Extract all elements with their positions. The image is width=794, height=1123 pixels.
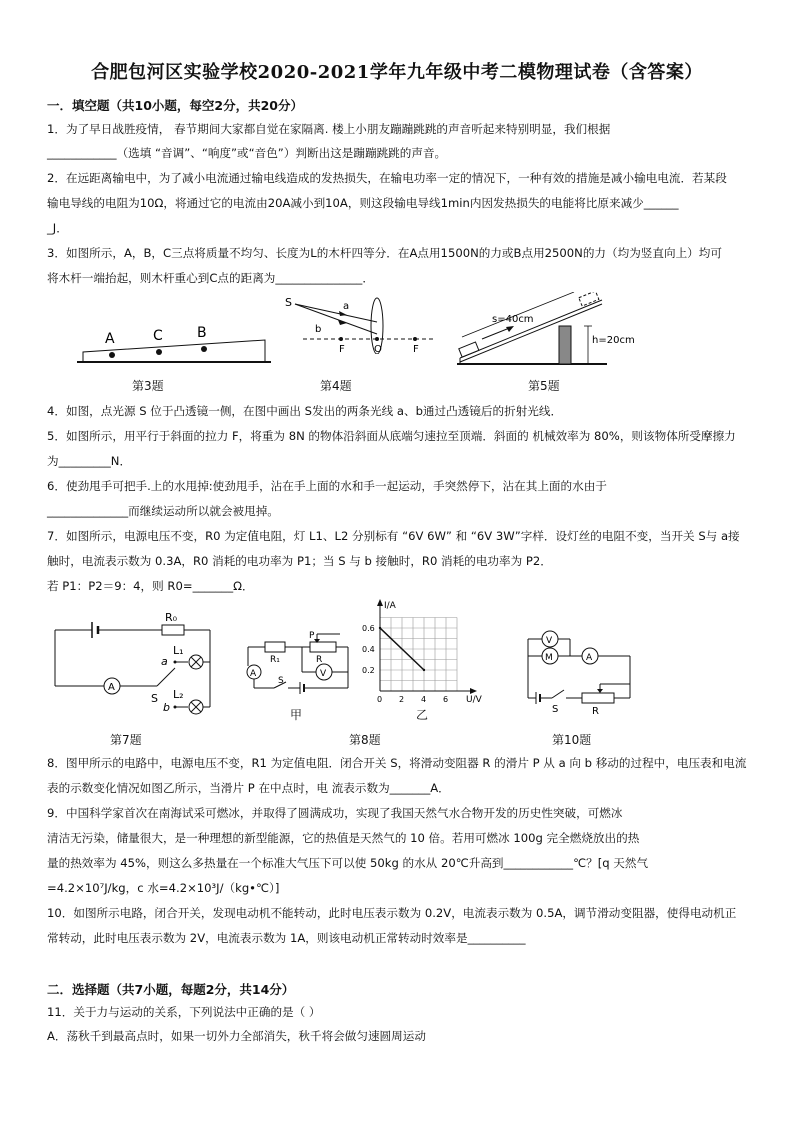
rheostat-label: R bbox=[592, 706, 599, 716]
figure-10-caption: 第10题 bbox=[552, 733, 592, 747]
switch-label: S bbox=[278, 676, 284, 686]
contact-a-label: a bbox=[161, 655, 168, 668]
contact-b-label: b bbox=[163, 701, 170, 714]
x-tick-label: 2 bbox=[399, 695, 405, 704]
q5-line-2: 为_________N． bbox=[47, 454, 132, 468]
focus-left-label: F bbox=[339, 344, 345, 354]
resistor-r1 bbox=[265, 642, 285, 652]
figure-3-lever bbox=[75, 318, 275, 368]
q10-line-1: 10．如图所示电路，闭合开关，发现电动机不能转动，此时电压表示数为 0.2V，电流表示数为 0.5A，调节滑动变阻器，使得电动机正 bbox=[47, 906, 737, 920]
q1-line-1: 1．为了早日战胜疫情， 春节期间大家都自觉在家隔离. 楼上小朋友蹦蹦跳跳的声音听起来特别明显，我们根据 bbox=[47, 122, 611, 136]
figure-8-caption: 第8题 bbox=[349, 733, 381, 747]
x-axis-label: U/V bbox=[466, 695, 482, 705]
q3-line-1: 3．如图所示，A，B，C三点将质量不均匀、长度为L的木杆四等分．在A点用1500N的力或B点用2500N的力（均为竖直向上）均可 bbox=[47, 246, 722, 260]
figure-8b-label: 乙 bbox=[416, 708, 429, 722]
figure-8b-graph bbox=[360, 596, 490, 706]
motor-label: M bbox=[545, 653, 553, 663]
q11-line-1: 11．关于力与运动的关系，下列说法中正确的是（ ） bbox=[47, 1005, 321, 1019]
graph-grid bbox=[380, 618, 457, 692]
slope-length-label: s=40cm bbox=[492, 314, 534, 325]
q11-option-a: A．荡秋千到最高点时，如果一切外力全部消失，秋千将会做匀速圆周运动 bbox=[47, 1029, 426, 1043]
l2-label: L₂ bbox=[173, 688, 184, 701]
section-2-heading: 二．选择题（共7小题，每题2分，共14分） bbox=[47, 982, 295, 997]
ray-b-label: b bbox=[315, 324, 322, 335]
section-1-heading: 一．填空题（共10小题，每空2分，共20分） bbox=[47, 98, 303, 113]
q9-line-4: =4.2×10⁷J/kg，c 水=4.2×10³J/（kg•℃）] bbox=[47, 881, 280, 895]
r-label: R bbox=[316, 655, 323, 665]
y-tick-label: 0.2 bbox=[362, 666, 375, 675]
l1-label: L₁ bbox=[173, 644, 184, 657]
q2-line-3: _J． bbox=[47, 221, 68, 235]
focus-right-label: F bbox=[413, 344, 419, 354]
point-a-dot bbox=[109, 352, 115, 358]
q6-line-2: ______________而继续运动所以就会被甩掉。 bbox=[47, 504, 279, 518]
r0-label: R₀ bbox=[165, 611, 178, 624]
point-b-dot bbox=[201, 346, 207, 352]
q3-line-2: 将木杆一端抬起，则木杆重心到C点的距离为_______________． bbox=[47, 271, 374, 285]
point-c-dot bbox=[156, 349, 162, 355]
figure-10-circuit bbox=[520, 628, 650, 716]
figure-7-circuit bbox=[45, 610, 225, 725]
q8-line-2: 表的示数变化情况如图乙所示，当滑片 P 在中点时，电 流表示数为_______A． bbox=[47, 781, 450, 795]
figure-8-circuit bbox=[240, 630, 355, 700]
q5-line-1: 5．如图所示，用平行于斜面的拉力 F，将重为 8N 的物体沿斜面从底端匀速拉至顶端．斜面的 机械效率为 80%，则该物体所受摩擦力 bbox=[47, 429, 736, 443]
resistor-r0 bbox=[162, 625, 184, 635]
q9-line-2: 清洁无污染，储量很大，是一种理想的新型能源，它的热值是天然气的 10 倍。若用可燃冰 100g 完全燃烧放出的热 bbox=[47, 831, 640, 845]
figure-5-incline bbox=[452, 292, 642, 372]
switch-label: S bbox=[151, 692, 158, 705]
label-a: A bbox=[105, 331, 115, 347]
q8-line-1: 8．图甲所示的电路中，电源电压不变，R1 为定值电阻．闭合开关 S，将滑动变阻器 R 的滑片 P 从 a 向 b 移动的过程中，电压表和电流 bbox=[47, 756, 747, 770]
q9-line-3: 量的热效率为 45%，则这么多热量在一个标准大气压下可以使 50kg 的水从 20℃升高到____________℃？[q 天然气 bbox=[47, 856, 649, 870]
page-title: 合肥包河区实验学校2020-2021学年九年级中考二模物理试卷（含答案） bbox=[91, 62, 703, 83]
q6-line-1: 6．使劲甩手可把手.上的水甩掉:使劲甩手，沾在手上面的水和手一起运动，手突然停下，沾在其上面的水由于 bbox=[47, 479, 607, 493]
figure-3-caption: 第3题 bbox=[132, 379, 164, 393]
source-s-label: S bbox=[285, 296, 292, 309]
q10-line-2: 常转动，此时电压表示数为 2V，电流表示数为 1A，则该电动机正常转动时效率是__________ bbox=[47, 931, 526, 945]
ammeter-label: A bbox=[250, 669, 257, 679]
q1-line-2: ____________（选填 “音调”、“响度”或“音色”）判断出这是蹦蹦跳跳的声音。 bbox=[47, 146, 447, 160]
rheostat-r bbox=[310, 642, 336, 652]
ammeter-label: A bbox=[108, 682, 115, 693]
q7-line-3: 若 P1：P2＝9：4，则 R0=_______Ω． bbox=[47, 579, 254, 593]
figure-8a-label: 甲 bbox=[290, 708, 303, 722]
switch-label: S bbox=[552, 704, 559, 715]
figure-4-caption: 第4题 bbox=[320, 379, 352, 393]
ray-a-label: a bbox=[343, 301, 350, 312]
series-point bbox=[423, 669, 425, 671]
slider-p-label: P bbox=[309, 631, 315, 641]
label-b: B bbox=[197, 325, 207, 341]
label-c: C bbox=[153, 328, 163, 344]
q9-line-1: 9．中国科学家首次在南海试采可燃冰，并取得了圆满成功，实现了我国天然气水合物开发的历史性突破，可燃冰 bbox=[47, 806, 623, 820]
r1-label: R₁ bbox=[270, 655, 280, 665]
ammeter-label: A bbox=[586, 653, 593, 663]
height-label: h=20cm bbox=[592, 335, 635, 346]
y-tick-label: 0.4 bbox=[362, 645, 375, 654]
q4-line-1: 4．如图，点光源 S 位于凸透镜一侧，在图中画出 S发出的两条光线 a、b通过凸透镜后的折射光线． bbox=[47, 404, 563, 418]
x-tick-label: 6 bbox=[443, 695, 449, 704]
series-point bbox=[379, 627, 381, 629]
q7-line-1: 7．如图所示，电源电压不变，R0 为定值电阻，灯 L1、L2 分别标有 “6V 6W” 和 “6V 3W”字样．设灯丝的电阻不变，当开关 S与 a接 bbox=[47, 529, 740, 543]
figure-5-caption: 第5题 bbox=[528, 379, 560, 393]
voltmeter-label: V bbox=[320, 669, 327, 679]
figure-4-lens bbox=[285, 292, 445, 354]
rheostat bbox=[582, 693, 614, 703]
y-axis-label: I/A bbox=[384, 601, 396, 611]
figure-7-caption: 第7题 bbox=[110, 733, 142, 747]
optical-center-label: O bbox=[374, 344, 382, 354]
x-tick-label: 0 bbox=[377, 695, 383, 704]
y-tick-label: 0.6 bbox=[362, 624, 375, 633]
voltmeter-label: V bbox=[546, 636, 553, 646]
q7-line-2: 触时，电流表示数为 0.3A，R0 消耗的电功率为 P1；当 S 与 b 接触时，R0 消耗的电功率为 P2． bbox=[47, 554, 552, 568]
q2-line-2: 输电导线的电阻为10Ω，将通过它的电流由20A减小到10A，则这段输电导线1min内因发热损失的电能将比原来减少______ bbox=[47, 196, 679, 210]
x-tick-label: 4 bbox=[421, 695, 427, 704]
q2-line-1: 2．在远距离输电中，为了减小电流通过输电线造成的发热损失，在输电功率一定的情况下，一种有效的措施是减小输电电流．若某段 bbox=[47, 171, 727, 185]
